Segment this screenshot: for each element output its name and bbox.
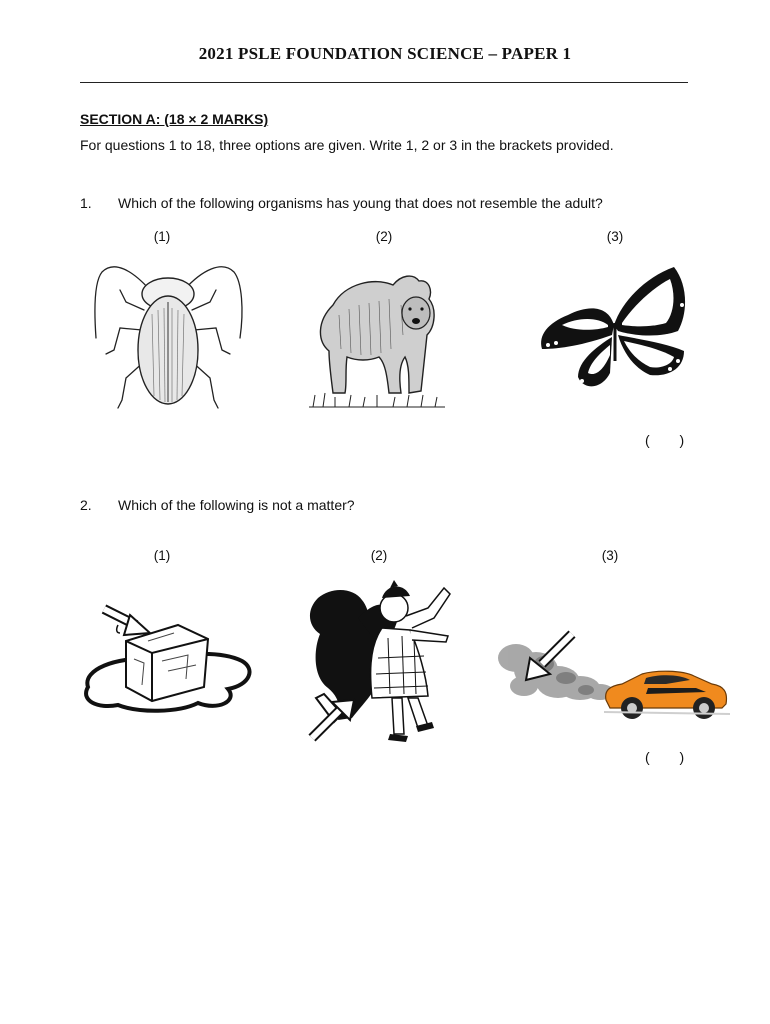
question-1-text: Which of the following organisms has young that does not resemble the adult? (118, 195, 603, 211)
bear-illustration (305, 265, 455, 410)
question-2-option-1-label: (1) (153, 548, 171, 563)
girl-with-shadow-illustration (298, 578, 460, 748)
question-2-answer-bracket[interactable]: ( ) (645, 749, 685, 765)
question-2-option-3-label: (3) (601, 548, 619, 563)
question-1-option-2-label: (2) (375, 229, 393, 244)
question-2-number: 2. (80, 497, 92, 513)
header-divider (80, 82, 688, 83)
section-heading: SECTION A: (18 × 2 MARKS) (80, 111, 269, 127)
cockroach-illustration (92, 250, 248, 415)
melting-ice-cube-illustration (78, 595, 256, 717)
page-title: 2021 PSLE FOUNDATION SCIENCE – PAPER 1 (198, 44, 572, 63)
butterfly-illustration (538, 265, 688, 395)
question-1-option-1-label: (1) (153, 229, 171, 244)
question-2-option-2-label: (2) (370, 548, 388, 563)
question-2-text: Which of the following is not a matter? (118, 497, 355, 513)
question-1-number: 1. (80, 195, 92, 211)
question-1-answer-bracket[interactable]: ( ) (645, 432, 685, 448)
section-instructions: For questions 1 to 18, three options are given. Write 1, 2 or 3 in the brackets provided. (80, 137, 614, 153)
car-exhaust-smoke-illustration (496, 630, 736, 722)
question-1-option-3-label: (3) (606, 229, 624, 244)
